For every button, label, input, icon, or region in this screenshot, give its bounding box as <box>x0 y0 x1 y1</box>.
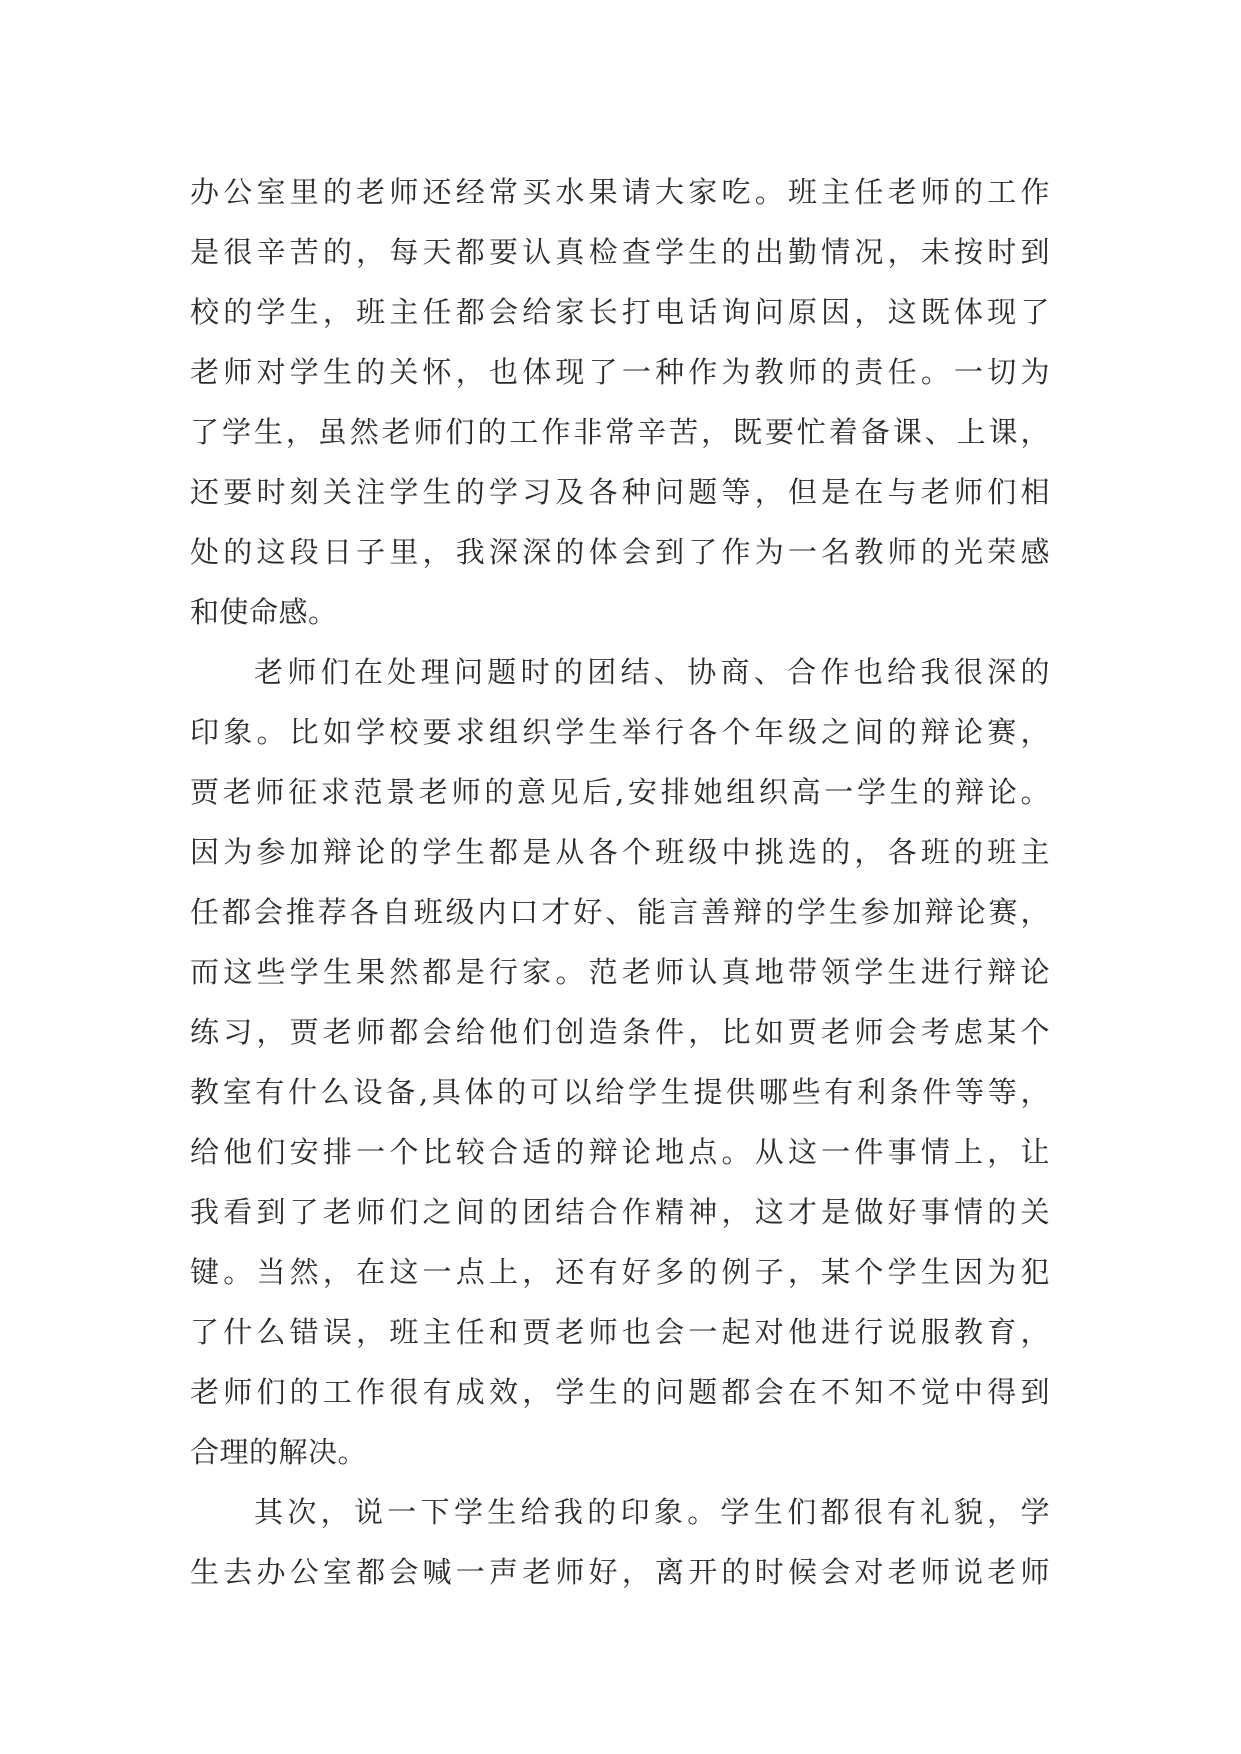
text-line: 而这些学生果然都是行家。范老师认真地带领学生进行辩论 <box>190 955 1050 989</box>
paragraph-first-line: 老师们在处理问题时的团结、协商、合作也给我很深的 <box>254 655 1050 689</box>
text-line: 老师们的工作很有成效，学生的问题都会在不知不觉中得到 <box>190 1375 1050 1409</box>
text-line: 校的学生，班主任都会给家长打电话询问原因，这既体现了 <box>190 295 1050 329</box>
text-line: 处的这段日子里，我深深的体会到了作为一名教师的光荣感 <box>190 535 1050 569</box>
text-line: 了学生，虽然老师们的工作非常辛苦，既要忙着备课、上课， <box>190 415 1050 449</box>
text-line: 生去办公室都会喊一声老师好，离开的时候会对老师说老师 <box>190 1555 1050 1589</box>
text-line: 键。当然，在这一点上，还有好多的例子，某个学生因为犯 <box>190 1255 1050 1289</box>
text-line: 练习，贾老师都会给他们创造条件，比如贾老师会考虑某个 <box>190 1015 1050 1049</box>
text-line: 教室有什么设备,具体的可以给学生提供哪些有利条件等等， <box>190 1075 1050 1109</box>
text-line: 和使命感。 <box>190 595 338 629</box>
text-line: 给他们安排一个比较合适的辩论地点。从这一件事情上，让 <box>190 1135 1050 1169</box>
text-line: 老师对学生的关怀，也体现了一种作为教师的责任。一切为 <box>190 355 1050 389</box>
text-line: 了什么错误，班主任和贾老师也会一起对他进行说服教育， <box>190 1315 1050 1349</box>
text-line: 贾老师征求范景老师的意见后,安排她组织高一学生的辩论。 <box>190 775 1050 809</box>
text-line: 印象。比如学校要求组织学生举行各个年级之间的辩论赛， <box>190 715 1050 749</box>
text-line: 合理的解决。 <box>190 1435 368 1469</box>
text-line: 我看到了老师们之间的团结合作精神，这才是做好事情的关 <box>190 1195 1050 1229</box>
text-line: 因为参加辩论的学生都是从各个班级中挑选的，各班的班主 <box>190 835 1050 869</box>
paragraph-first-line: 其次，说一下学生给我的印象。学生们都很有礼貌，学 <box>254 1495 1050 1529</box>
text-line: 任都会推荐各自班级内口才好、能言善辩的学生参加辩论赛， <box>190 895 1050 929</box>
text-line: 还要时刻关注学生的学习及各种问题等，但是在与老师们相 <box>190 475 1050 509</box>
document-body <box>190 162 1050 1602</box>
text-line: 办公室里的老师还经常买水果请大家吃。班主任老师的工作 <box>190 175 1050 209</box>
text-line: 是很辛苦的，每天都要认真检查学生的出勤情况，未按时到 <box>190 235 1050 269</box>
